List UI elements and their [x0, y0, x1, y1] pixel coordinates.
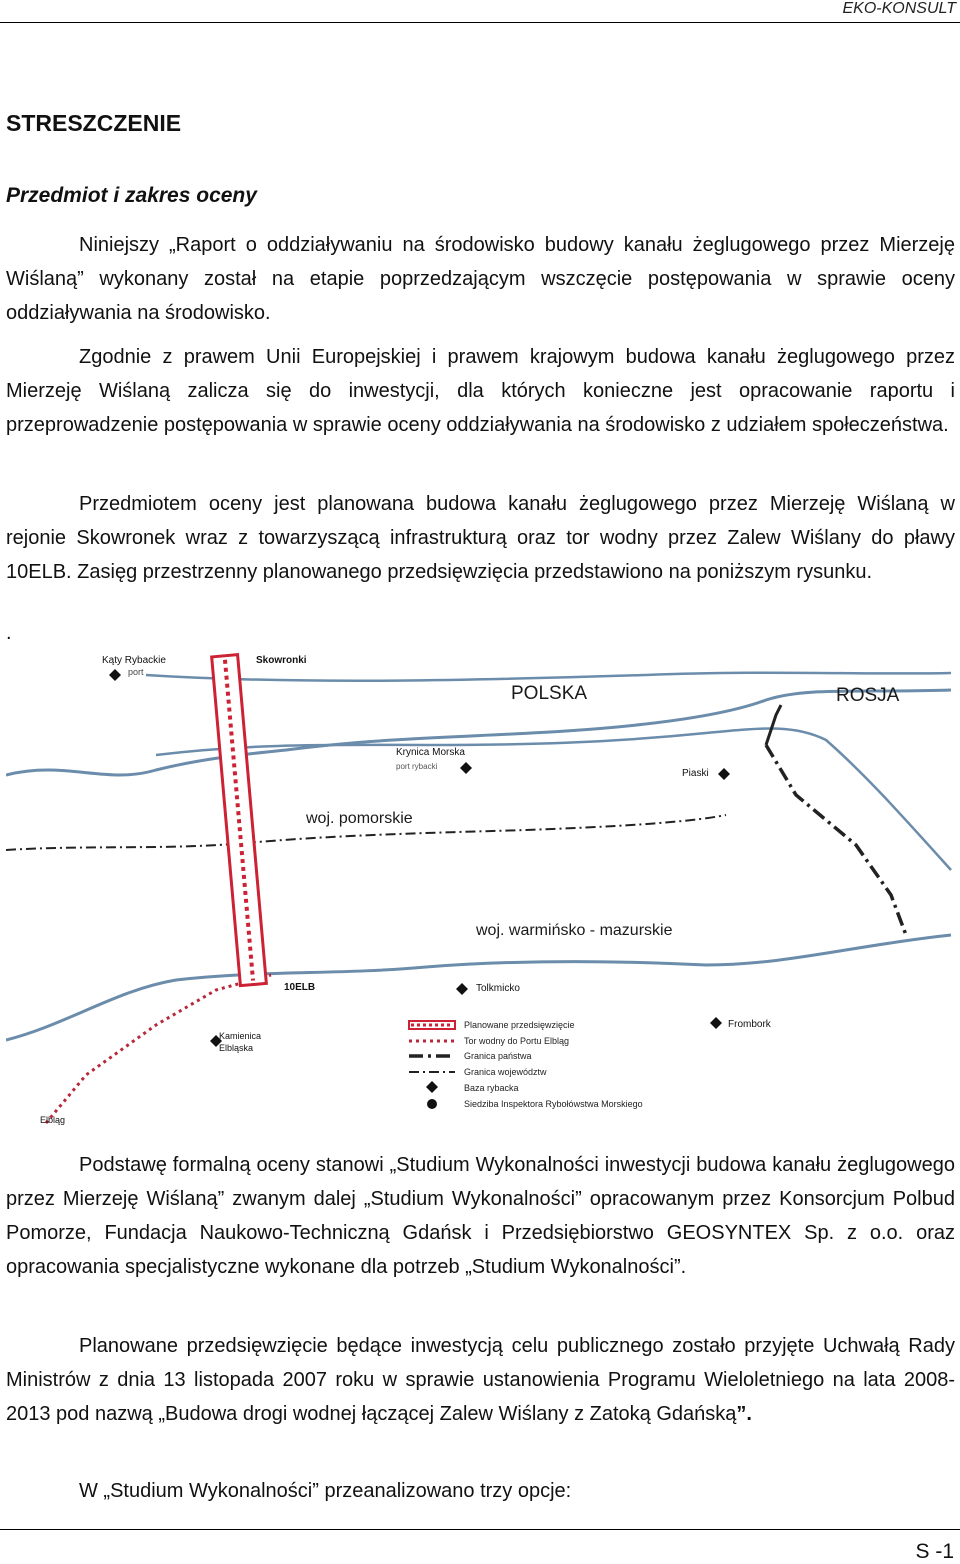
place-katy: [102, 655, 166, 681]
legend-item-1: Planowane przedsięwzięcie: [464, 1020, 575, 1030]
paragraph-1: Niniejszy „Raport o oddziaływaniu na środowisko budowy kanału żeglugowego przez Mierzeję Wiślaną” wykonany został na etapie poprzedzającym wszczęcie postępowania w sprawie oceny oddziaływania na środowisko.: [6, 234, 955, 324]
project-map: [6, 645, 955, 1132]
paragraph-5: [6, 1329, 955, 1431]
gulf-shore-top: [146, 673, 951, 681]
page-number: S -1: [915, 1540, 954, 1563]
label-warminsko: woj. warmińsko - mazurskie: [476, 922, 673, 939]
paragraph-2: Zgodnie z prawem Unii Europejskiej i prawem krajowym budowa kanału żeglugowego przez Mierzeję Wiślaną zalicza się do inwestycji, dla których konieczne jest opracowanie raportu i przeprowadzenie postępowania w sprawie oceny oddziaływania na środowisko z udziałem społeczeństwa.: [6, 346, 955, 436]
label-russia: ROSJA: [836, 685, 900, 706]
svg-text:Piaski: Piaski: [682, 768, 709, 779]
paragraph-5-end: ”.: [736, 1403, 752, 1425]
footer-divider: [0, 1529, 960, 1530]
header-org: EKO-KONSULT: [842, 0, 956, 17]
svg-text:Kąty Rybackie: Kąty Rybackie: [102, 655, 166, 666]
paragraph-5-text: Planowane przedsięwzięcie będące inwestycją celu publicznego zostało przyjęte Uchwałą Rady Ministrów z dnia 13 listopada 2007 roku w sprawie ustanowienia Programu Wieloletniego na lata 2008-2013 pod nazwą „Budowa drogi wodnej łączącej Zalew Wiślany z Zatoką Gdańską: [6, 1335, 955, 1425]
stray-dot: .: [6, 622, 12, 644]
legend-item-5: Baza rybacka: [464, 1083, 519, 1093]
header-divider: [0, 22, 960, 23]
svg-text:Elbląska: Elbląska: [219, 1043, 254, 1053]
place-piaski: [682, 768, 730, 780]
paragraph-4: Podstawę formalną oceny stanowi „Studium Wykonalności inwestycji budowa kanału żeglugowego przez Mierzeję Wiślaną” zwanym dalej „Studium Wykonalności” opracowanym przez Konsorcjum Polbud Pomorze, Fundacja Naukowo-Techniczną Gdańsk i Przedsiębiorstwo GEOSYNTEX Sp. z o.o. oraz opracowania specjalistyczne wykonane dla potrzeb „Studium Wykonalności”.: [6, 1154, 955, 1278]
legend-item-6: Siedziba Inspektora Rybołówstwa Morskiego: [464, 1099, 643, 1109]
paragraph-3: Przedmiotem oceny jest planowana budowa kanału żeglugowego przez Mierzeję Wiślaną w rejonie Skowronek wraz z towarzyszącą infrastrukturą oraz tor wodny przez Zalew Wiślany do pławy 10ELB. Zasięg przestrzenny planowanego przedsięwzięcia przedstawiono na poniższym rysunku.: [6, 493, 955, 583]
svg-text:Frombork: Frombork: [728, 1019, 771, 1030]
svg-text:port: port: [128, 667, 144, 677]
legend-item-4: Granica województw: [464, 1067, 547, 1077]
svg-text:Kamienica: Kamienica: [219, 1031, 262, 1041]
section-title: Przedmiot i zakres oceny: [6, 184, 257, 207]
legend-item-2: Tor wodny do Portu Elbląg: [464, 1036, 570, 1046]
label-pomorskie: woj. pomorskie: [306, 810, 413, 827]
label-buoy: 10ELB: [284, 982, 316, 993]
label-elblag: Elbląg: [40, 1115, 66, 1125]
svg-text:Tolkmicko: Tolkmicko: [476, 983, 520, 994]
svg-text:Krynica Morska: Krynica Morska: [396, 747, 465, 758]
label-poland: POLSKA: [511, 683, 588, 704]
lagoon-water: [6, 685, 955, 1132]
legend-item-3: Granica państwa: [464, 1051, 532, 1061]
paragraph-6: W „Studium Wykonalności” przeanalizowano trzy opcje:: [79, 1480, 572, 1502]
label-skowronki: Skowronki: [256, 655, 307, 666]
page-title: STRESZCZENIE: [6, 110, 182, 136]
svg-text:port rybacki: port rybacki: [396, 762, 438, 771]
